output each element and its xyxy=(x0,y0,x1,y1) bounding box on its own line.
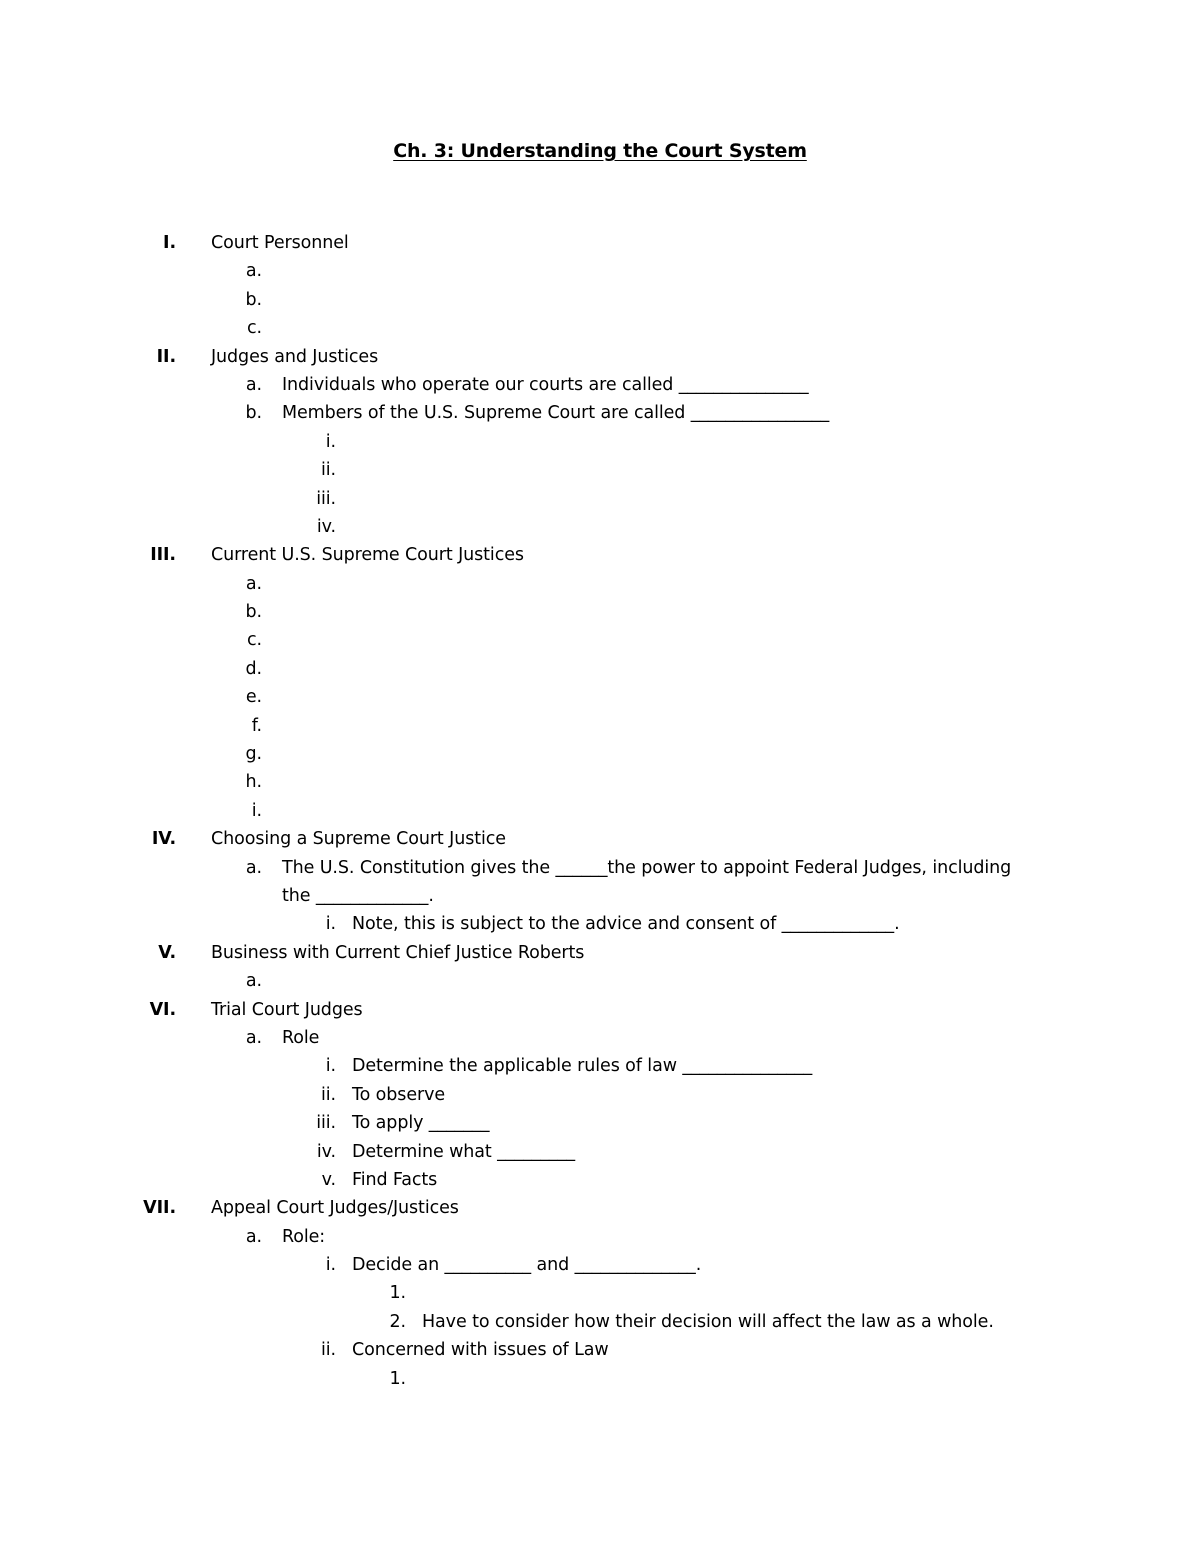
document-title: Ch. 3: Understanding the Court System xyxy=(393,140,807,162)
outline-marker: i. xyxy=(325,1056,336,1077)
outline-item xyxy=(0,371,1200,399)
outline-item xyxy=(0,910,1200,938)
outline-item xyxy=(0,598,1200,626)
outline-item xyxy=(0,570,1200,598)
outline-marker: a. xyxy=(245,857,262,878)
outline-marker: 1. xyxy=(389,1283,406,1304)
outline-marker: v. xyxy=(321,1169,336,1190)
outline-text: Trial Court Judges xyxy=(211,999,363,1020)
outline-marker: IV. xyxy=(151,829,176,850)
outline-marker: e. xyxy=(245,687,262,708)
outline-item xyxy=(0,1024,1200,1052)
outline-text: Court Personnel xyxy=(211,233,349,253)
outline-marker: ii. xyxy=(321,1340,336,1361)
outline-marker: a. xyxy=(245,261,262,282)
outline-item xyxy=(0,683,1200,711)
outline-marker: a. xyxy=(245,971,262,992)
outline-text: Determine what _________ xyxy=(352,1141,575,1162)
outline-item xyxy=(0,257,1200,285)
outline-item xyxy=(0,797,1200,825)
outline-item xyxy=(0,1251,1200,1279)
outline-item xyxy=(0,1279,1200,1307)
outline-text: Decide an __________ and ______________. xyxy=(352,1255,702,1276)
outline-item xyxy=(0,286,1200,314)
outline-marker: i. xyxy=(251,800,262,821)
outline-item xyxy=(0,712,1200,740)
outline-marker: 1. xyxy=(389,1368,406,1389)
outline-marker: b. xyxy=(245,289,262,310)
outline-marker: a. xyxy=(245,1027,262,1048)
outline-text: Judges and Justices xyxy=(211,346,379,367)
outline-item xyxy=(0,655,1200,683)
outline-marker: f. xyxy=(251,715,262,736)
outline-list xyxy=(0,229,1200,1393)
outline-marker: g. xyxy=(245,744,262,765)
outline-item xyxy=(0,541,1200,569)
outline-marker: iv. xyxy=(316,516,336,537)
outline-item xyxy=(0,854,1200,882)
outline-item xyxy=(0,626,1200,654)
outline-marker: iv. xyxy=(316,1141,336,1162)
outline-item xyxy=(0,825,1200,853)
outline-item xyxy=(0,1336,1200,1364)
outline-text: Current U.S. Supreme Court Justices xyxy=(211,545,524,566)
outline-item xyxy=(0,1308,1200,1336)
outline-text: Individuals who operate our courts are called _______________ xyxy=(282,374,809,395)
outline-item xyxy=(0,967,1200,995)
outline-text: Business with Current Chief Justice Roberts xyxy=(211,942,585,963)
outline-item xyxy=(0,513,1200,541)
outline-marker: II. xyxy=(156,346,176,367)
outline-item xyxy=(0,229,1200,257)
outline-item xyxy=(0,1365,1200,1393)
outline-text: Determine the applicable rules of law _______________ xyxy=(352,1056,813,1077)
outline-text: Role: xyxy=(282,1226,326,1247)
outline-marker: V. xyxy=(158,942,176,963)
outline-text: Concerned with issues of Law xyxy=(352,1340,609,1361)
outline-item xyxy=(0,428,1200,456)
outline-text: Appeal Court Judges/Justices xyxy=(211,1198,459,1219)
outline-text: To observe xyxy=(352,1084,446,1105)
outline-text: Note, this is subject to the advice and consent of _____________. xyxy=(352,914,900,935)
outline-marker: a. xyxy=(245,374,262,395)
outline-marker: i. xyxy=(325,914,336,935)
outline-marker: c. xyxy=(247,318,262,339)
outline-marker: I. xyxy=(163,233,176,253)
outline-marker: i. xyxy=(325,1255,336,1276)
outline-text: Have to consider how their decision will affect the law as a whole. xyxy=(422,1311,994,1332)
outline-marker: b. xyxy=(245,602,262,623)
outline-item xyxy=(0,939,1200,967)
outline-text: Choosing a Supreme Court Justice xyxy=(211,829,506,850)
outline-item xyxy=(0,1109,1200,1137)
outline-marker: a. xyxy=(245,1226,262,1247)
outline-item xyxy=(0,740,1200,768)
outline-marker: d. xyxy=(245,658,262,679)
outline-text: the _____________. xyxy=(282,885,434,906)
outline-item xyxy=(0,485,1200,513)
outline-marker: i. xyxy=(325,431,336,452)
outline-marker: ii. xyxy=(321,1084,336,1105)
outline-item xyxy=(0,768,1200,796)
outline-item xyxy=(0,882,1200,910)
outline-marker: VII. xyxy=(143,1198,176,1219)
outline-marker: h. xyxy=(245,772,262,793)
outline-marker: iii. xyxy=(316,488,336,509)
outline-item xyxy=(0,996,1200,1024)
outline-item xyxy=(0,456,1200,484)
outline-marker: 2. xyxy=(389,1311,406,1332)
outline-marker: b. xyxy=(245,403,262,424)
outline-text: To apply _______ xyxy=(352,1113,490,1134)
outline-item xyxy=(0,1052,1200,1080)
outline-item xyxy=(0,399,1200,427)
outline-text: The U.S. Constitution gives the ______the power to appoint Federal Judges, including xyxy=(282,857,1012,878)
outline-text: Find Facts xyxy=(352,1169,438,1190)
outline-marker: VI. xyxy=(149,999,176,1020)
outline-item xyxy=(0,314,1200,342)
outline-item xyxy=(0,343,1200,371)
outline-marker: III. xyxy=(150,545,176,566)
outline-marker: iii. xyxy=(316,1113,336,1134)
outline-item xyxy=(0,1081,1200,1109)
outline-item xyxy=(0,1223,1200,1251)
outline-item xyxy=(0,1166,1200,1194)
outline-text: Members of the U.S. Supreme Court are called ________________ xyxy=(282,403,830,424)
outline-marker: ii. xyxy=(321,460,336,481)
outline-marker: a. xyxy=(245,573,262,594)
outline-item xyxy=(0,1194,1200,1222)
outline-item xyxy=(0,1138,1200,1166)
outline-text: Role xyxy=(282,1027,320,1048)
outline-marker: c. xyxy=(247,630,262,651)
